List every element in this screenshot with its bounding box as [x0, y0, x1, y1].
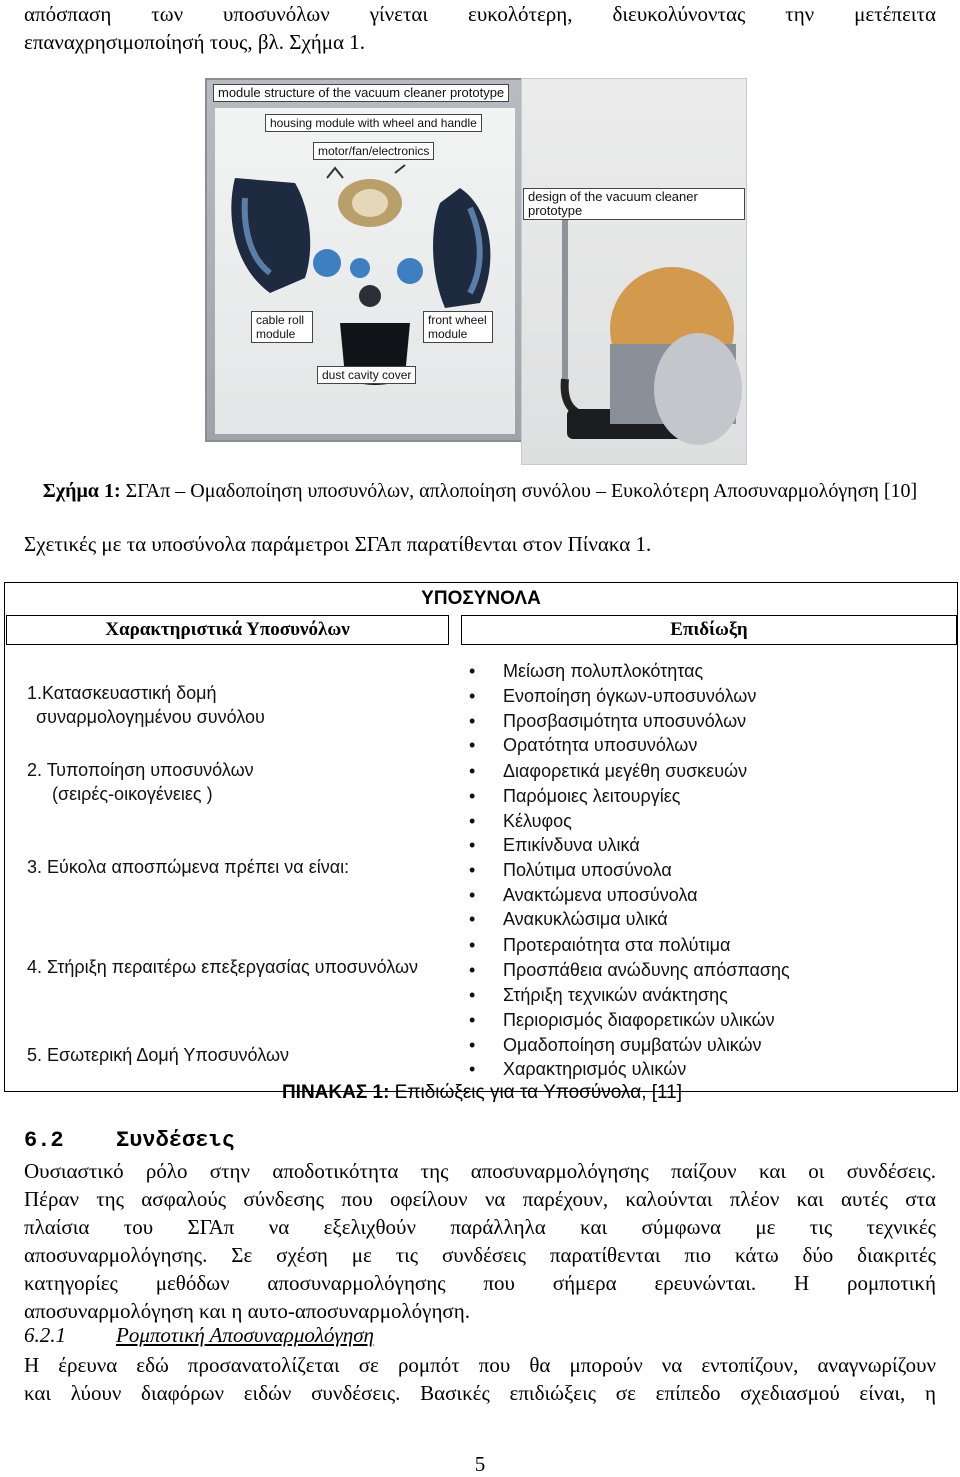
- row-2-line-2: (σειρές-οικογένειες ): [52, 784, 213, 804]
- row-3-line-1: 3. Εύκολα αποσπώμενα πρέπει να είναι:: [27, 857, 350, 877]
- header-objective: Επιδίωξη: [461, 615, 957, 645]
- page-number: 5: [474, 1452, 486, 1476]
- bullet-item: • Περιορισμός διαφορετικών υλικών: [503, 1008, 775, 1032]
- section-line-2: Πέραν της ασφαλούς σύνδεσης που οφείλουν να παρέχουν, καλούνται πλέον και αυτές στα: [24, 1187, 936, 1211]
- table-caption-label: ΠΙΝΑΚΑΣ 1:: [281, 1082, 390, 1103]
- section-line-4: αποσυναρμολόγησης. Σε σχέση με τις συνδέσεις παρατίθενται πιο κάτω δύο διακριτές: [24, 1243, 936, 1267]
- section-number: 6.2: [24, 1128, 64, 1153]
- table-caption: [5, 1081, 959, 1105]
- bullet-item: • Παρόμοιες λειτουργίες: [503, 784, 680, 808]
- section-line-6: αποσυναρμολόγηση και η αυτο-αποσυναρμολόγηση.: [24, 1299, 470, 1323]
- label-housing-module: housing module with wheel and handle: [265, 114, 482, 132]
- row-1-line-2: συναρμολογημένου συνόλου: [36, 707, 265, 727]
- bullet-item: • Πολύτιμα υποσύνολα: [503, 858, 672, 882]
- figure-caption: [24, 478, 936, 504]
- module-photo: [205, 78, 525, 442]
- vacuum-cleaner-figure: [205, 78, 745, 463]
- bullet-item: • Μείωση πολυπλοκότητας: [503, 659, 703, 683]
- bullet-item: • Στήριξη τεχνικών ανάκτησης: [503, 983, 728, 1007]
- row-5-line-1: 5. Εσωτερική Δομή Υποσυνόλων: [27, 1045, 289, 1065]
- subassemblies-table: [4, 582, 958, 1103]
- section-title: Συνδέσεις: [116, 1128, 235, 1153]
- section-paragraph: [24, 1157, 936, 1325]
- table-title: ΥΠΟΣΥΝΟΛΑ: [421, 588, 541, 609]
- table-caption-text: Επιδιώξεις για τα Υποσύνολα, [11]: [389, 1082, 683, 1103]
- bullet-item: • Ανακτώμενα υποσύνολα: [503, 883, 698, 907]
- label-front-wheel: front wheel module: [423, 311, 493, 343]
- header-characteristics: Χαρακτηριστικά Υποσυνόλων: [6, 615, 449, 645]
- label-motor-fan: motor/fan/electronics: [313, 142, 434, 160]
- subsection-title: Ρομποτική Αποσυναρμολόγηση: [116, 1323, 374, 1347]
- label-module-structure: module structure of the vacuum cleaner prototype: [213, 84, 509, 102]
- subsection-line-1: Η έρευνα εδώ προσανατολίζεται σε ρομπότ που θα μπορούν να εντοπίζουν, αναγνωρίζουν: [24, 1353, 936, 1377]
- bullet-item: • Επικίνδυνα υλικά: [503, 833, 640, 857]
- figure-caption-label: Σχήμα 1:: [42, 480, 121, 502]
- bullet-item: • Ορατότητα υποσυνόλων: [503, 733, 697, 757]
- section-line-1: Ουσιαστικό ρόλο στην αποδοτικότητα της αποσυναρμολόγησης παίζουν και οι συνδέσεις.: [24, 1159, 936, 1183]
- bullet-item: • Χαρακτηρισμός υλικών: [503, 1057, 686, 1081]
- section-line-5: κατηγορίες μεθόδων αποσυναρμολόγησης που σήμερα ερευνώνται. Η ρομποτική: [24, 1271, 936, 1295]
- bullet-item: • Ενοποίηση όγκων-υποσυνόλων: [503, 684, 756, 708]
- bullet-item: • Κέλυφος: [503, 809, 572, 833]
- subsection-line-2: και λύουν διαφόρων ειδών συνδέσεις. Βασικές επιδιώξεις σε επίπεδο σχεδιασμού είναι, η: [24, 1381, 936, 1405]
- bullet-item: • Διαφορετικά μεγέθη συσκευών: [503, 759, 747, 783]
- subsection-paragraph: [24, 1351, 936, 1407]
- label-cable-roll: cable roll module: [251, 311, 313, 343]
- row-2-line-1: 2. Τυποποίηση υποσυνόλων: [27, 760, 254, 780]
- design-photo: [521, 78, 747, 465]
- bullet-item: • Προσβασιμότητα υποσυνόλων: [503, 709, 746, 733]
- label-dust-cavity: dust cavity cover: [317, 366, 416, 384]
- subsection-heading: [24, 1323, 374, 1348]
- vacuum-cleaner-illustration: [522, 79, 746, 464]
- bullet-item: • Προτεραιότητα στα πολύτιμα: [503, 933, 730, 957]
- figure-caption-text: ΣΓΑπ – Ομαδοποίηση υποσυνόλων, απλοποίηση συνόλου – Ευκολότερη Αποσυναρμολόγηση [10]: [120, 480, 918, 502]
- intro-line-1: απόσπαση των υποσυνόλων γίνεται ευκολότερη, διευκολύνοντας την μετέπειτα: [24, 2, 936, 26]
- row-4-line-1: 4. Στήριξη περαιτέρω επεξεργασίας υποσυνόλων: [27, 957, 419, 977]
- section-heading: [24, 1128, 235, 1153]
- subsection-number: 6.2.1: [24, 1323, 66, 1347]
- bullet-item: • Ομαδοποίηση συμβατών υλικών: [503, 1033, 762, 1057]
- section-line-3: πλαίσια του ΣΓΑπ να εξελιχθούν παράλληλα και σύμφωνα με τις τεχνικές: [24, 1215, 936, 1239]
- bullet-item: • Ανακυκλώσιμα υλικά: [503, 907, 668, 931]
- intro-paragraph: [24, 0, 936, 56]
- bullet-item: • Προσπάθεια ανώδυνης απόσπασης: [503, 958, 790, 982]
- intro-line-2: επαναχρησιμοποίησή τους, βλ. Σχήμα 1.: [24, 30, 366, 54]
- params-sentence: Σχετικές με τα υποσύνολα παράμετροι ΣΓΑπ παρατίθενται στον Πίνακα 1.: [24, 532, 652, 556]
- row-1-line-1: 1.Κατασκευαστική δομή: [27, 683, 217, 703]
- label-design-prototype: design of the vacuum cleaner prototype: [523, 188, 745, 220]
